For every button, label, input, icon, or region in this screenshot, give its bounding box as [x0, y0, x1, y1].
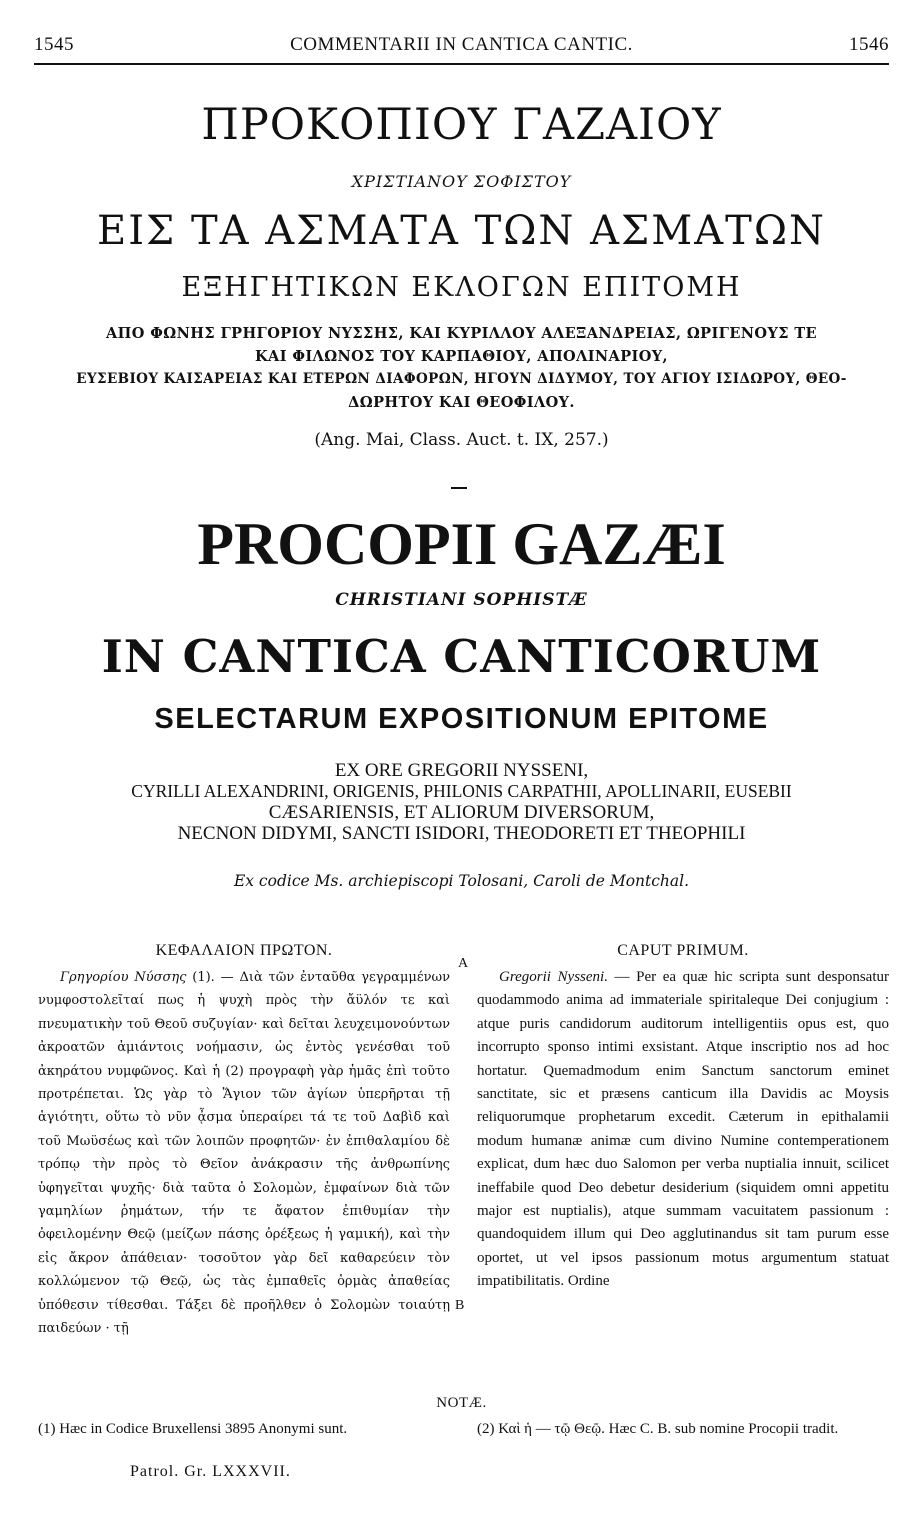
latin-authors-line: CÆSARIENSIS, ET ALIORUM DIVERSORUM,	[268, 802, 655, 823]
greek-subtitle: ΧΡΙΣΤΙΑΝΟΥ ΣΟΦΙΣΤΟΥ	[351, 172, 572, 191]
volume-footer: Patrol. Gr. LXXXVII.	[130, 1463, 291, 1480]
margin-marker-a: A	[458, 956, 469, 971]
latin-work-title: IN CANTICA CANTICORUM	[101, 630, 822, 683]
latin-chapter-heading: CAPUT PRIMUM.	[617, 942, 749, 959]
latin-passage: — Per ea quæ hic scripta sunt desponsatur quodammodo anima ad immateriale spiritaleque Dei conjugium : atque puris candidorum auditorum intelligentiis opus est, quo incorrupto sponso intimi exsistant. Atque inscriptio nos ad hoc hortatur. Quemadmodum enim Sanctum sanctorum eminet sanctitate, sic et præsens canticum illa Davidis ac Moysis reliquorumque prophetarum excedit. Cæterum in epithalamii modum humanæ animæ cum divino Numine contemperationem explicat, dum hæc duo Salomon per verba nuptialia innuit, scilicet ineffabile quod Deo debetur desiderium (siquidem omni appetitu major est nuptialis), atque summam vacuitatem passionum : quandoquidem illum qui Deo agglutinandus sit tam purum esse oportet, ut vel ipsos passionum motus argumentum statuat impatibilitatis. Ordine	[477, 969, 889, 1290]
latin-source: Ex codice Ms. archiepiscopi Tolosani, Caroli de Montchal.	[233, 872, 690, 890]
header-rule	[34, 63, 889, 65]
greek-work-subtitle: ΕΞΗΓΗΤΙΚΩΝ ΕΚΛΟΓΩΝ ΕΠΙΤΟΜΗ	[181, 272, 742, 303]
greek-chapter-heading: ΚΕΦΑΛΑΙΟΝ ΠΡΩΤΟΝ.	[155, 942, 333, 959]
greek-author-name: Γρηγορίου Νύσσης	[60, 970, 187, 985]
latin-authors	[30, 760, 893, 844]
greek-passage: (1). — Διὰ τῶν ἐνταῦθα γεγραμμένων νυμφοστολεῖταί πως ἡ ψυχὴ πρὸς τὴν ἄϋλόν τε καὶ πνευματικὴν τοῦ Θεοῦ συζυγίαν· καὶ δεῖται λευχειμονούντων ἀκροατῶν ἀμιάντοις νοήμασιν, ὡς ἐντὸς γενέσθαι τοῦ ἀκηράτου νυμφῶνος. Καὶ ἡ (2) προγραφὴ γὰρ ἡμᾶς ἐπὶ τοῦτο προτρέπεται. Ὡς γὰρ τὸ Ἅγιον τῶν ἁγίων ὑπερῆρται τῇ ἁγιότητι, οὕτω τὸ νῦν ᾆσμα ὑπεραίρει τά τε τοῦ Δαβὶδ καὶ τοῦ Μωϋσέως καὶ τῶν λοιπῶν προφητῶν· ἐν ἐπιθαλαμίου δὲ τρόπῳ τὴν πρὸς τὸ Θεῖον ἀνάκρασιν τῆς ἀνθρωπίνης ὑφηγεῖται ψυχῆς· διὰ ταῦτα ὁ Σολομὼν, ἐμφαίνων διὰ τῶν γαμηλίων ῥημάτων, τήν τε ἄφατον ἐπιθυμίαν τὴν ὀφειλομένην Θεῷ (μείζων πάσης ὀρέξεως ἡ γαμική), καὶ τὴν εἰς ἄκρον ἀπάθειαν· τοσοῦτον γὰρ δεῖ καθαρεύειν τὸν κολλώμενον τῷ Θεῷ, ὡς τὰς ἐμπαθεῖς ὁρμὰς ἀπαθείας ὑπόθεσιν τίθεσθαι. Τάξει δὲ προῆλθεν ὁ Σολομὼν τοιαύτῃ παιδεύων · τῇ	[38, 970, 450, 1337]
greek-authors-line: ΑΠΟ ΦΩΝΗΣ ΓΡΗΓΟΡΙΟΥ ΝΥΣΣΗΣ, ΚΑΙ ΚΥΡΙΛΛΟΥ ΑΛΕΞΑΝΔΡΕΙΑΣ, ΩΡΙΓΕΝΟΥΣ ΤΕ	[106, 325, 817, 342]
footnote-2: (2) Καὶ ἡ — τῷ Θεῷ. Hæc C. B. sub nomine Procopii tradit.	[477, 1421, 839, 1437]
greek-title: ΠΡΟΚΟΠΙΟΥ ΓΑΖΑΙΟΥ	[201, 100, 722, 150]
greek-authors-line: ΕΥΣΕΒΙΟΥ ΚΑΙΣΑΡΕΙΑΣ ΚΑΙ ΕΤΕΡΩΝ ΔΙΑΦΟΡΩΝ, ΗΓΟΥΝ ΔΙΔΥΜΟΥ, ΤΟΥ ΑΓΙΟΥ ΙΣΙΔΩΡΟΥ, ΘΕΟ-	[76, 371, 847, 387]
greek-body-text	[38, 966, 450, 1341]
latin-authors-line: NECNON DIDYMI, SANCTI ISIDORI, THEODORETI ET THEOPHILI	[177, 823, 746, 844]
latin-title: PROCOPII GAZÆI	[197, 511, 726, 577]
latin-subtitle: CHRISTIANI SOPHISTÆ	[335, 590, 588, 610]
latin-authors-line: CYRILLI ALEXANDRINI, ORIGENIS, PHILONIS CARPATHII, APOLLINARII, EUSEBII	[131, 781, 792, 801]
greek-authors-line: ΚΑΙ ΦΙΛΩΝΟΣ ΤΟΥ ΚΑΡΠΑΘΙΟΥ, ΑΠΟΛΙΝΑΡΙΟΥ,	[255, 348, 668, 365]
margin-marker-b: B	[455, 1298, 465, 1313]
latin-body-text	[477, 966, 889, 1294]
greek-authors-line: ΔΩΡΗΤΟΥ ΚΑΙ ΘΕΟΦΙΛΟΥ.	[348, 394, 575, 411]
latin-author-name: Gregorii Nysseni.	[499, 969, 608, 985]
greek-source: (Ang. Mai, Class. Auct. t. IX, 257.)	[314, 430, 609, 450]
running-title: COMMENTARII IN CANTICA CANTIC.	[290, 34, 633, 55]
latin-column	[477, 942, 889, 1294]
page-number-right: 1546	[849, 34, 889, 55]
footnote-1: (1) Hæc in Codice Bruxellensi 3895 Anonymi sunt.	[38, 1421, 348, 1437]
section-divider	[451, 487, 467, 489]
greek-work-title: ΕΙΣ ΤΑ ΑΣΜΑΤΑ ΤΩΝ ΑΣΜΑΤΩΝ	[97, 208, 826, 254]
greek-authors	[34, 322, 889, 414]
latin-work-subtitle: SELECTARUM EXPOSITIONUM EPITOME	[154, 703, 769, 735]
running-header	[34, 34, 889, 58]
latin-authors-line: EX ORE GREGORII NYSSENI,	[334, 760, 589, 781]
page-number-left: 1545	[34, 34, 74, 55]
notes-heading: NOTÆ.	[436, 1395, 487, 1411]
greek-column	[38, 942, 450, 1341]
